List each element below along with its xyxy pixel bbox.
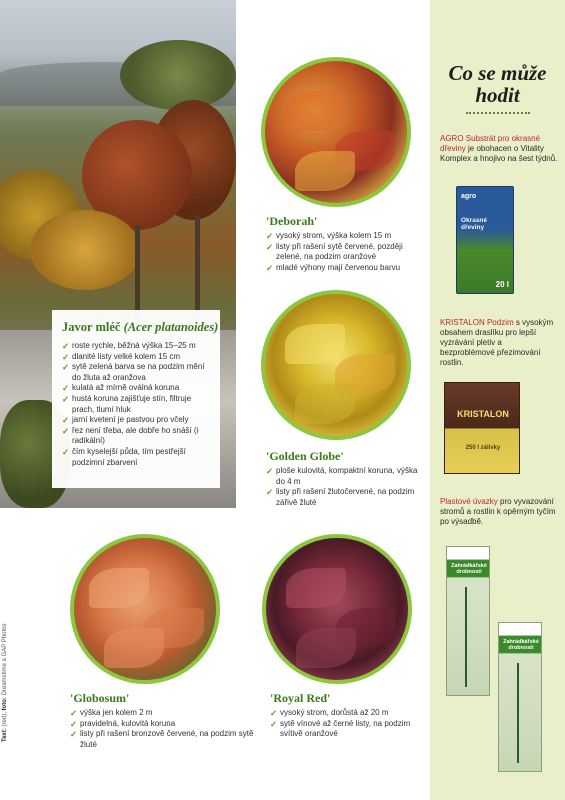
list-item: ✓ vysoký strom, dorůstá až 20 m — [270, 708, 389, 718]
javor-feature-list — [62, 341, 212, 468]
sidebar-item-agro: AGRO Substrát pro okrasné dřeviny je obohacen o Vitality Komplex a hnojivo na šest týdnů. — [440, 134, 558, 163]
check-icon: ✓ — [62, 341, 70, 351]
list-item: ✓ listy při rašení žlutočervené, na podzim zářivě žluté — [266, 487, 415, 507]
list-item: ✓ výška jen kolem 2 m — [70, 708, 153, 718]
variety-title: 'Deborah' — [266, 214, 318, 228]
variety-title: 'Royal Red' — [270, 691, 331, 705]
list-item: ✓ listy při rašení bronzově červené, na podzim sytě žluté — [70, 729, 254, 749]
sidebar-item-vazky: Plastové úvazky pro vyvazování stromů a rostlin k opěrným tyčím po výsadbě. — [440, 497, 556, 526]
sidebar-title: Co se může hodit — [448, 61, 547, 107]
check-icon: ✓ — [70, 729, 78, 740]
check-icon: ✓ — [70, 708, 78, 718]
list-item: ✓ dlanité listy velké kolem 15 cm — [62, 351, 181, 362]
variety-globosum — [70, 691, 260, 750]
variety-title: 'Golden Globe' — [266, 449, 344, 463]
check-icon: ✓ — [62, 351, 70, 362]
javor-title: Javor mléč (Acer platanoides) — [62, 320, 219, 334]
check-icon: ✓ — [70, 718, 78, 729]
dotted-divider — [466, 112, 530, 114]
variety-golden-globe — [266, 449, 426, 508]
check-icon: ✓ — [266, 487, 274, 498]
list-item: ✓ vysoký strom, výška kolem 15 m — [266, 231, 392, 241]
check-icon: ✓ — [62, 425, 70, 436]
plant-ties-package: Zahrádkářské drobnosti — [498, 622, 542, 772]
plant-ties-package: Zahrádkářské drobnosti — [446, 546, 490, 696]
check-icon: ✓ — [266, 231, 274, 241]
list-item: ✓ jarní kvetení je pastvou pro včely — [62, 415, 189, 426]
check-icon: ✓ — [62, 393, 70, 404]
list-item: ✓ sytě zelená barva se na podzim mění do žluta až oranžova — [62, 362, 205, 382]
royal-red-photo — [262, 534, 412, 684]
list-item: ✓ listy při rašení sytě červené, později zelené, na podzim oranžové — [266, 241, 403, 262]
golden-globe-photo — [261, 290, 411, 440]
list-item: ✓ roste rychle, běžná výška 15–25 m — [62, 341, 196, 351]
list-item: ✓ pravidelná, kulovitá koruna — [70, 718, 176, 729]
javor-info-box — [52, 310, 220, 488]
check-icon: ✓ — [266, 262, 274, 273]
kristalon-box: KRISTALON 250 l zálivky — [444, 382, 520, 474]
photo-credit: Text: (red), foto: Dreamstime a GAP Photos — [2, 623, 8, 742]
list-item: ✓ řez není třeba, ale dobře ho snáší (i radikální) — [62, 425, 199, 446]
list-item: ✓ ploše kulovitá, kompaktní koruna, výška do 4 m — [266, 466, 418, 486]
list-item: ✓ hustá koruna zajišťuje stín, filtruje prach, tlumí hluk — [62, 393, 192, 414]
check-icon: ✓ — [62, 415, 70, 426]
agro-substrate-bag: agro Okrasné dřeviny 20 l — [456, 186, 514, 294]
check-icon: ✓ — [266, 241, 274, 252]
list-item: ✓ mladé výhony mají červenou barvu — [266, 262, 401, 273]
sidebar-item-kristalon: KRISTALON Podzim s vysokým obsahem draslíku pro lepší vyzrávání pletiv a bezproblémové přezimování rostlin. — [440, 318, 554, 367]
check-icon: ✓ — [266, 466, 274, 476]
check-icon: ✓ — [270, 718, 278, 729]
globosum-photo — [70, 534, 220, 684]
check-icon: ✓ — [270, 708, 278, 718]
list-item: ✓ čím kyselejší půda, tím pestřejší podzimní zbarvení — [62, 446, 186, 467]
deborah-photo — [261, 57, 411, 207]
variety-title: 'Globosum' — [70, 691, 130, 705]
variety-deborah — [266, 214, 426, 273]
check-icon: ✓ — [62, 446, 70, 457]
check-icon: ✓ — [62, 383, 70, 394]
variety-royal-red — [270, 691, 430, 740]
list-item: ✓ kulatá až mírně oválná koruna — [62, 383, 180, 394]
list-item: ✓ sytě vínové až černé listy, na podzim svítivě oranžové — [270, 718, 411, 739]
check-icon: ✓ — [62, 362, 70, 373]
